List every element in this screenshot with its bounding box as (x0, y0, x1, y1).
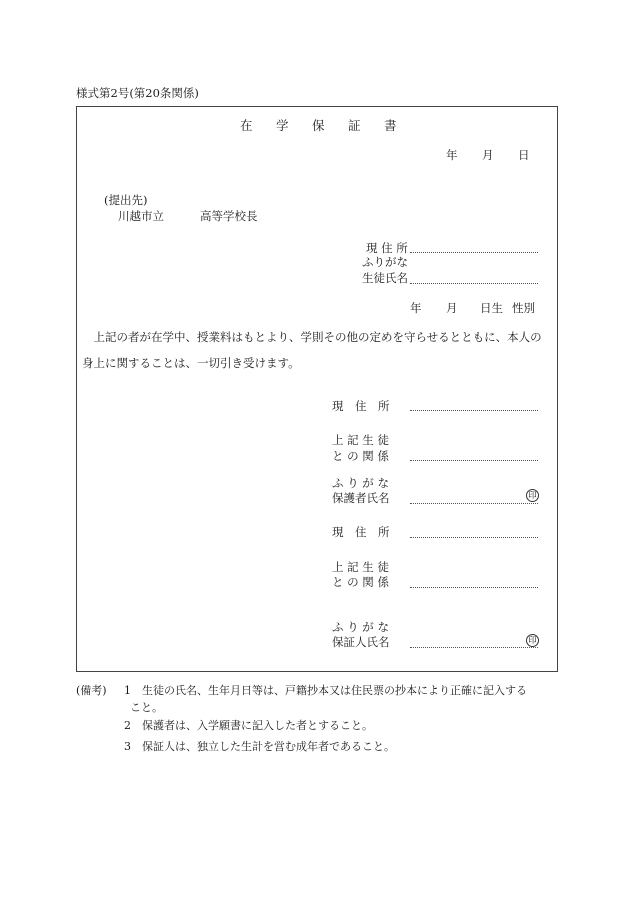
statement-line: 上記の者が在学中、授業料はもとより、学則その他の定めを守らせるとともに、本人の (82, 330, 542, 344)
birth-month: 月 (446, 301, 458, 315)
addressee-school: 高等学校長 (200, 209, 258, 223)
guardian-relation-label: 上 記 生 徒 (332, 433, 389, 447)
guarantor-relation-label: と の 関 係 (332, 575, 389, 589)
guarantor-name-field[interactable] (410, 647, 538, 648)
note-number: 1 (124, 684, 131, 697)
student-name-field[interactable] (410, 283, 538, 284)
date-year: 年 (446, 148, 458, 162)
guarantor-name-label: 保証人氏名 (332, 635, 390, 649)
notes-label: (備考) (76, 684, 107, 697)
title-char: 証 (348, 118, 361, 133)
guarantor-relation-field[interactable] (410, 587, 538, 588)
guarantor-address-field[interactable] (410, 537, 538, 538)
guarantor-seal-icon: 印 (526, 634, 539, 647)
guardian-seal-icon: 印 (526, 489, 539, 502)
title-char: 保 (312, 118, 325, 133)
guarantee-statement (82, 324, 554, 376)
birth-year: 年 (410, 301, 422, 315)
guardian-relation-field[interactable] (410, 460, 538, 461)
title-char: 書 (384, 118, 397, 133)
date-month: 月 (482, 148, 494, 162)
birth-day: 日生 (480, 301, 503, 315)
student-address-field[interactable] (410, 252, 538, 253)
guardian-address-label: 現 住 所 (332, 399, 390, 413)
note-number: 3 (124, 740, 131, 753)
form-reference: 様式第2号(第20条関係) (76, 86, 199, 100)
guarantor-furigana-label: ふ り が な (332, 620, 389, 634)
student-address-label: 現 住 所 (366, 241, 408, 255)
note-text: 保護者は、入学願書に記入した者とすること。 (142, 719, 373, 732)
statement-line: 身上に関することは、一切引き受けます。 (82, 356, 300, 370)
guardian-address-field[interactable] (410, 410, 538, 411)
note-text: こと。 (130, 701, 163, 714)
student-furigana-label: ふりがな (362, 255, 408, 269)
title-char: 在 (240, 118, 253, 133)
guarantor-relation-label: 上 記 生 徒 (332, 560, 389, 574)
gender-label: 性別 (512, 301, 535, 315)
guardian-name-label: 保護者氏名 (332, 491, 390, 505)
guardian-relation-label: と の 関 係 (332, 449, 389, 463)
student-name-label: 生徒氏名 (362, 271, 408, 285)
guardian-furigana-label: ふ り が な (332, 476, 389, 490)
addressee-label: (提出先) (104, 193, 148, 207)
addressee-city: 川越市立 (118, 209, 164, 223)
note-number: 2 (124, 719, 131, 732)
note-text: 保証人は、独立した生計を営む成年者であること。 (142, 740, 395, 753)
note-text: 生徒の氏名、生年月日等は、戸籍抄本又は住民票の抄本により正確に記入する (142, 684, 527, 697)
guarantor-address-label: 現 住 所 (332, 525, 390, 539)
guardian-name-field[interactable] (410, 503, 538, 504)
title-char: 学 (276, 118, 289, 133)
date-day: 日 (518, 148, 530, 162)
